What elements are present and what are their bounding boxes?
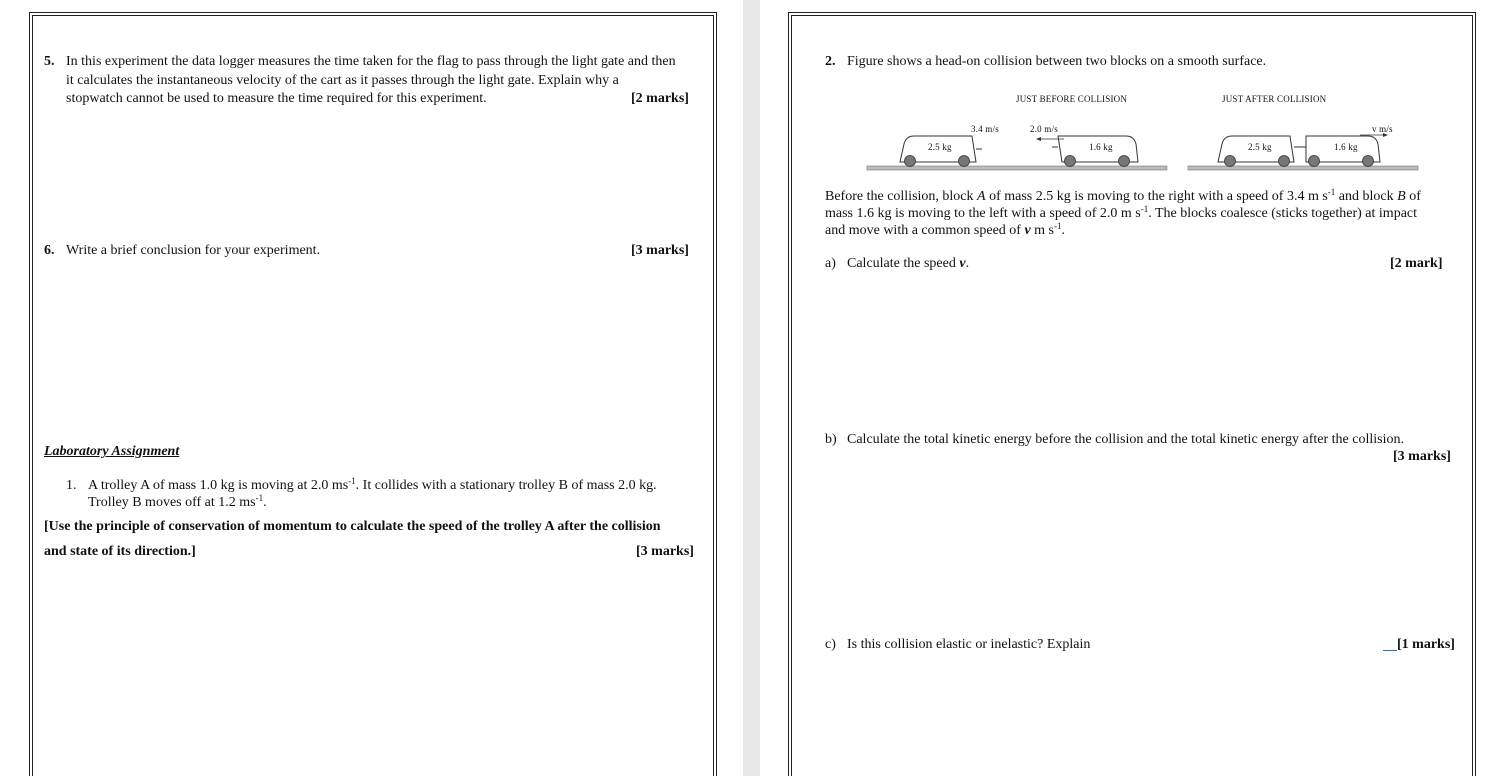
lab-q1-line-1: A trolley A of mass 1.0 kg is moving at 2.0 $ms^{-1}$. It collides with a stationary trolley B of mass 2.0 kg. [88, 476, 657, 493]
qa-marks: [2 mark] [1390, 256, 1443, 271]
q5-line-2: it calculates the instantaneous velocity of the cart as it passes through the light gate. Explain why a [66, 73, 619, 88]
lab-instruction-line-2: and state of its direction.] [44, 544, 196, 559]
mass-a-before-label: 2.5 kg [928, 142, 952, 152]
lab-marks: [3 marks] [636, 544, 694, 559]
description-line-3: and move with a common speed of v m $s^{-1}$. [825, 221, 1066, 238]
qc-text: Is this collision elastic or inelastic? Explain [847, 637, 1091, 652]
qa-label: a) [825, 256, 836, 271]
qb-text: Calculate the total kinetic energy before the collision and the total kinetic energy after the collision. [847, 432, 1404, 447]
lab-q1-number: 1. [66, 478, 77, 493]
mass-b-before-label: 1.6 kg [1089, 142, 1113, 152]
direction-arrowhead-b [1036, 137, 1041, 141]
qc-marks: [1 marks] [1397, 637, 1455, 652]
lab-q1-line-2: Trolley B moves off at 1.2 $ms^{-1}$. [88, 493, 267, 510]
text-cursor-marker [1383, 650, 1397, 651]
qc-label: c) [825, 637, 836, 652]
q6-text: Write a brief conclusion for your experiment. [66, 243, 321, 258]
figure-before-title: JUST BEFORE COLLISION [1016, 94, 1128, 104]
speed-after-label: v m/s [1372, 124, 1393, 134]
description-line-1: Before the collision, block A of mass 2.5 kg is moving to the right with a speed of 3.4 m $s^{-1}$ and block B of [825, 187, 1421, 204]
page-border-inner [32, 15, 714, 776]
q6-marks: [3 marks] [631, 243, 689, 258]
mass-b-after-label: 1.6 kg [1334, 142, 1358, 152]
figure-after-title: JUST AFTER COLLISION [1222, 94, 1327, 104]
qa-text: Calculate the speed v. [847, 256, 970, 271]
q5-marks: [2 marks] [631, 91, 689, 106]
q2-text: Figure shows a head-on collision between two blocks on a smooth surface. [847, 54, 1267, 69]
qb-marks: [3 marks] [1393, 449, 1451, 464]
lab-instruction-line-1: [Use the principle of conservation of momentum to calculate the speed of the trolley A after the collision [44, 519, 661, 534]
q2-number: 2. [825, 54, 836, 69]
mass-a-after-label: 2.5 kg [1248, 142, 1272, 152]
q5-line-1: In this experiment the data logger measures the time taken for the flag to pass through the light gate and then [66, 54, 676, 69]
right-page [760, 0, 1509, 776]
q6-number: 6. [44, 243, 55, 258]
q5-line-3: stopwatch cannot be used to measure the time required for this experiment. [66, 91, 487, 106]
lab-assignment-heading: Laboratory Assignment [44, 444, 180, 459]
qb-label: b) [825, 432, 837, 447]
ground-after [1188, 166, 1418, 170]
speed-b-label: 2.0 m/s [1030, 124, 1058, 134]
description-line-2: mass 1.6 kg is moving to the left with a speed of 2.0 m $s^{-1}$. The blocks coalesce (sticks together) at impact [825, 204, 1418, 221]
speed-a-label: 3.4 m/s [971, 124, 999, 134]
left-page [0, 0, 743, 776]
ground-before [867, 166, 1167, 170]
q5-number: 5. [44, 54, 55, 69]
